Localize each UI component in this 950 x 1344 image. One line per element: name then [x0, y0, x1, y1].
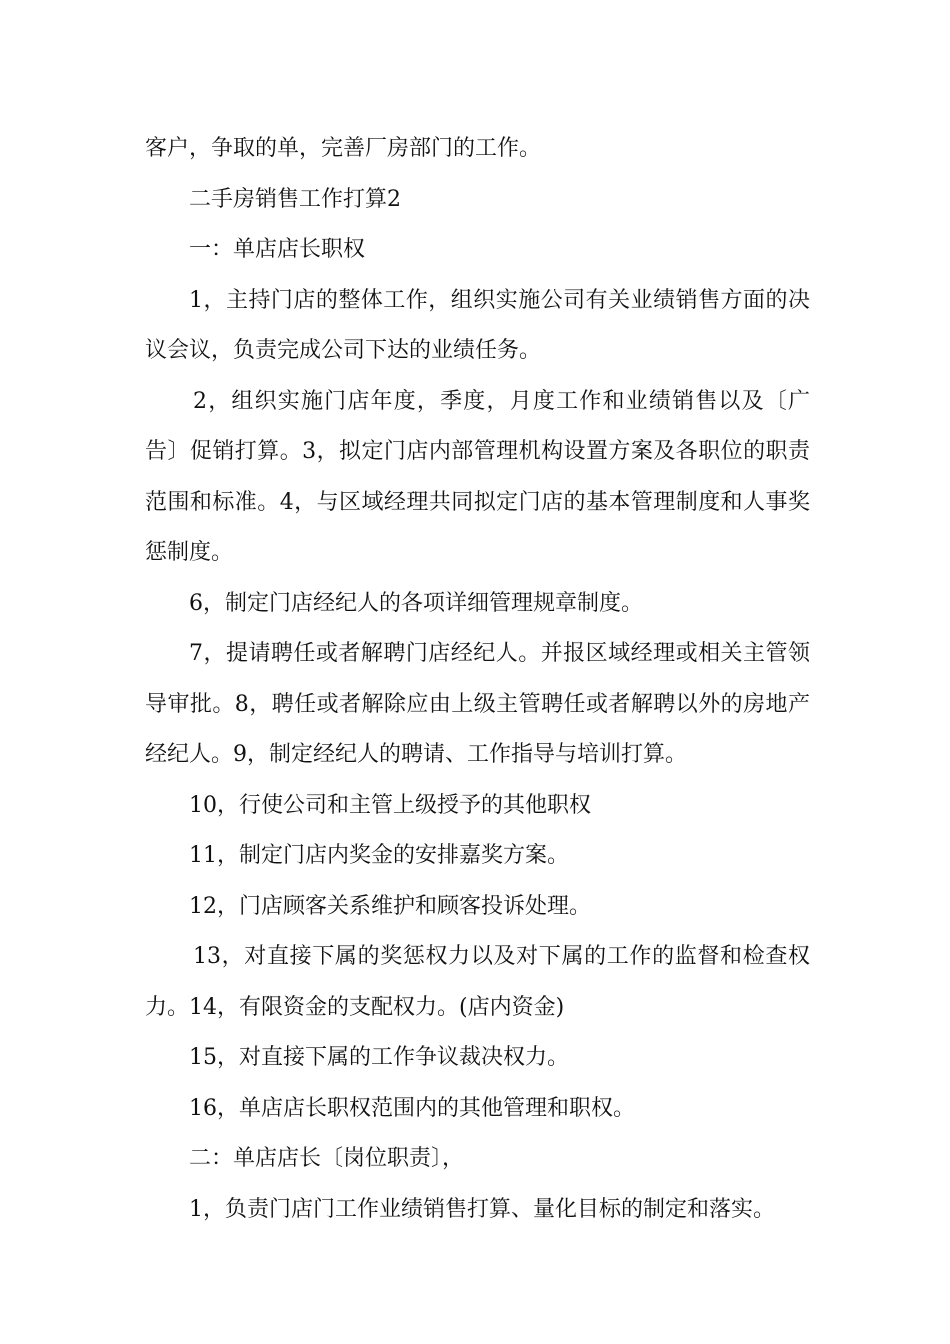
- paragraph-item-13-14: 13，对直接下属的奖惩权力以及对下属的工作的监督和检查权力。14，有限资金的支配权力。(店内资金): [145, 944, 810, 1020]
- paragraph-item-11: 11，制定门店内奖金的安排嘉奖方案。: [189, 843, 569, 868]
- paragraph-item-2-4: 2，组织实施门店年度，季度，月度工作和业绩销售以及〔广告〕促销打算。3，拟定门店内部管理机构设置方案及各职位的职责范围和标准。4，与区域经理共同拟定门店的基本管理制度和人事奖惩制度。: [145, 388, 810, 565]
- paragraph-duty-1: 1，负责门店门工作业绩销售打算、量化目标的制定和落实。: [189, 1196, 775, 1222]
- document-body: [145, 124, 810, 1235]
- heading-manager-authority: 一：单店店长职权: [189, 237, 366, 262]
- paragraph-item-15: 15，对直接下属的工作争议裁决权力。: [189, 1045, 569, 1070]
- paragraph-item-12: 12，门店顾客关系维护和顾客投诉处理。: [189, 893, 591, 919]
- paragraph-item-16: 16，单店店长职权范围内的其他管理和职权。: [189, 1095, 635, 1121]
- paragraph-item-7-9: 7，提请聘任或者解聘门店经纪人。并报区域经理或相关主管领导审批。8，聘任或者解除应由上级主管聘任或者解聘以外的房地产经纪人。9，制定经纪人的聘请、工作指导与培训打算。: [145, 641, 810, 767]
- paragraph-item-6: 6，制定门店经纪人的各项详细管理规章制度。: [189, 590, 643, 616]
- section-title: 二手房销售工作打算2: [189, 186, 401, 212]
- paragraph-continuation: 客户，争取的单，完善厂房部门的工作。: [145, 136, 542, 161]
- heading-manager-duties: 二：单店店长〔岗位职责〕，: [189, 1146, 465, 1171]
- paragraph-item-10: 10，行使公司和主管上级授予的其他职权: [189, 792, 591, 818]
- paragraph-item-1: 1，主持门店的整体工作，组织实施公司有关业绩销售方面的决议会议，负责完成公司下达的业绩任务。: [145, 287, 810, 363]
